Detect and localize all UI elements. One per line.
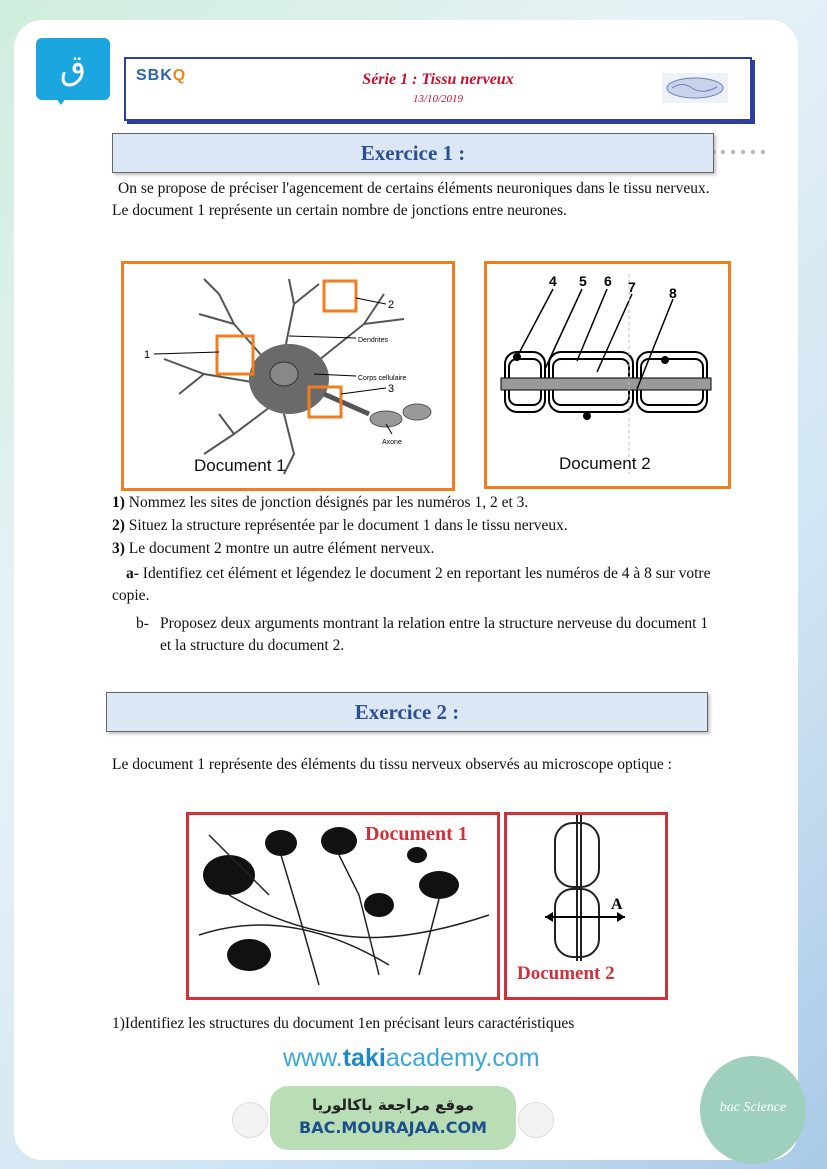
badge-icon-right [518,1102,554,1138]
question-3b: b- Proposez deux arguments montrant la relation entre la structure nerveuse du document 1 et la structure du document 2. [136,615,709,654]
question-2: 2) Situez la structure représentée par le document 1 dans le tissu nerveux. [112,517,568,534]
question-3a: a- Identifiez cet élément et légendez le document 2 en reportant les numéros de 4 à 8 sur votre copie. [112,565,711,604]
label-1: 1 [144,349,151,361]
ex2-document2-caption: Document 2 [517,963,615,984]
myelin-axon-diagram [487,264,728,486]
arabic-site-text: موقع مراجعة باكالوريا [312,1096,474,1114]
exercise2-document1-figure [186,812,500,1000]
school-logo: SBKQ [136,67,187,84]
exercise1-title: Exercice 1 : [112,133,714,173]
document2-caption: Document 2 [559,454,651,473]
label-a: A [611,896,623,913]
label-6: 6 [604,273,612,289]
series-title: Série 1 : Tissu nerveux [362,71,514,88]
exercise1-document1-figure [121,261,455,491]
website-url[interactable]: www.takiacademy.com [283,1044,540,1072]
label-4: 4 [549,273,557,289]
label-8: 8 [669,285,677,301]
label-dendrites: Dendrites [358,337,388,344]
series-date: 13/10/2019 [412,93,464,105]
label-3: 3 [388,383,395,395]
label-7: 7 [628,279,636,295]
exercise1-document2-figure [484,261,731,489]
badge-icon-left [232,1102,268,1138]
exercise2-intro: Le document 1 représente des éléments du tissu nerveux observés au microscope optique : [112,756,672,773]
exercise2-question1: 1)Identifiez les structures du document 1en précisant leurs caractéristiques [112,1015,575,1032]
brain-image-icon [662,73,728,103]
ex2-document1-caption: Document 1 [365,823,468,845]
question-3: 3) Le document 2 montre un autre élément nerveux. [112,540,435,557]
exercise2-title: Exercice 2 : [106,692,708,732]
neuron-diagram [124,264,452,488]
label-corps-cellulaire: Corps cellulaire [358,375,407,382]
site-link[interactable]: BAC.MOURAJAA.COM [299,1118,487,1137]
question-1: 1) Nommez les sites de jonction désignés par les numéros 1, 2 et 3. [112,494,529,511]
label-5: 5 [579,273,587,289]
label-axone: Axone [382,439,402,446]
exercise2-document2-figure [504,812,668,1000]
mourajaa-banner[interactable] [270,1086,516,1150]
exercise1-intro: On se propose de préciser l'agencement de certains éléments neuroniques dans le tissu nerveux. Le document 1 représente un certain nombre de jonctions entre neurones. [112,180,710,219]
header-box [124,57,752,121]
app-logo-icon: ق [36,38,110,100]
bac-science-logo: bac Science [700,1056,806,1164]
document1-caption: Document 1 [194,456,286,475]
label-2: 2 [388,299,395,311]
